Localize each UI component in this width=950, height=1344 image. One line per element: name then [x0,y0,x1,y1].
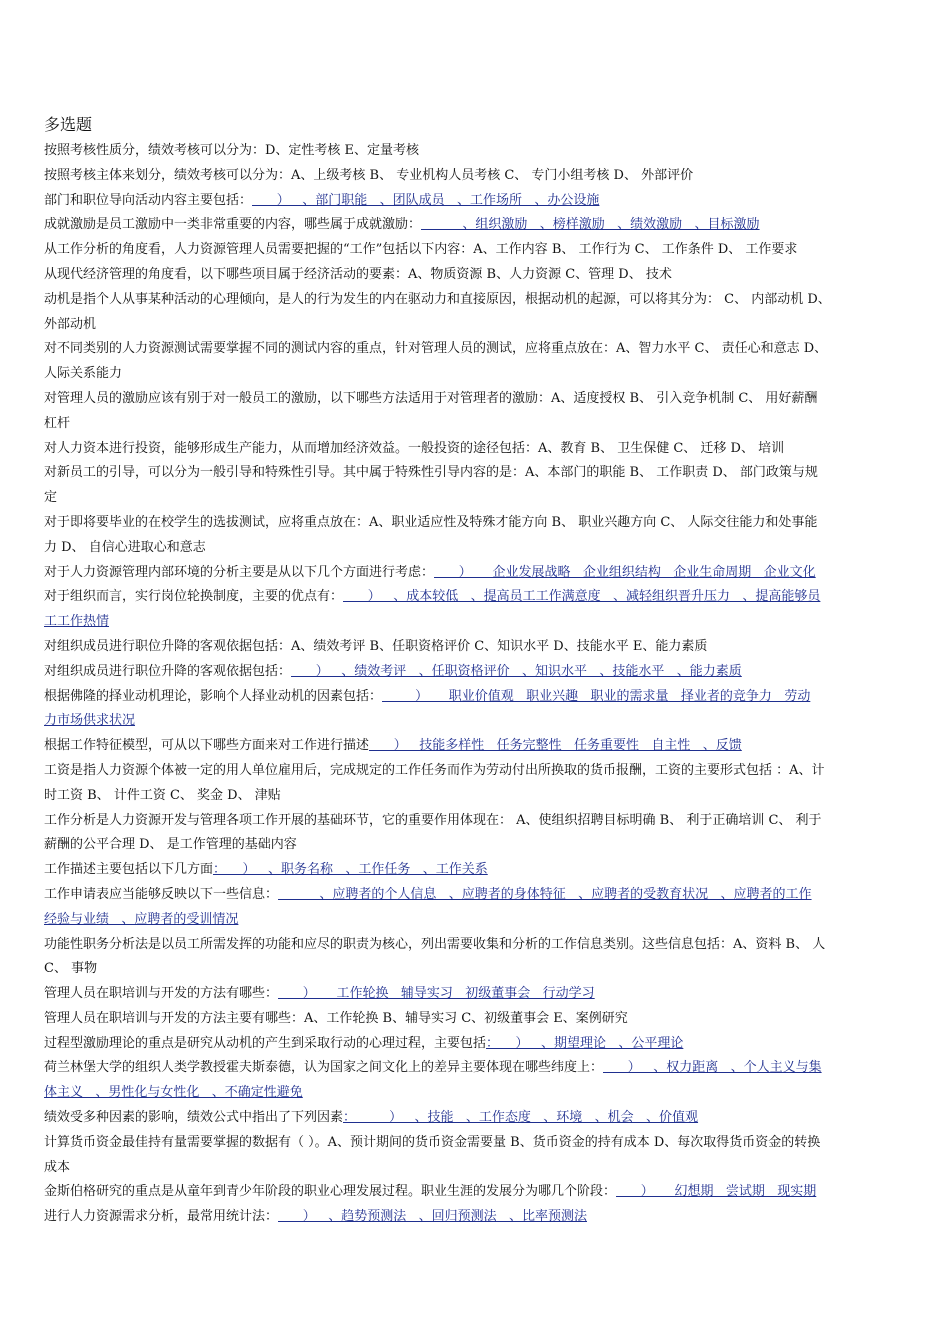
line-text: 时工资 B、 计件工资 C、 奖金 D、 津贴 [44,787,281,803]
document-line [44,213,908,238]
document-line [44,461,908,486]
document-line [44,734,908,759]
document-line [44,858,908,883]
question-list [44,139,908,1230]
line-text: 管理人员在职培训与开发的方法有哪些： [44,986,279,1002]
answer-underlined: ） 企业发展战略 企业组织结构 企业生命周期 企业文化 [434,564,816,580]
line-text: 外部动机 [44,316,97,332]
document-line [44,833,908,858]
document-line [44,139,908,164]
document-line [44,362,908,387]
line-text: 管理人员在职培训与开发的方法主要有哪些：A、工作轮换 B、辅导实习 C、初级董事会 E、案例研究 [44,1010,628,1026]
line-text: 定 [44,490,58,506]
answer-underlined: 、应聘者的个人信息 、应聘者的身体特征 、应聘者的受教育状况 、应聘者的工作 [278,886,812,902]
line-text: 计算货币资金最佳持有量需要掌握的数据有（ ）。A、预计期间的货币资金需要量 B、货币资金的持有成本 D、每次取得货币资金的转换 [44,1134,821,1150]
line-text: 杠杆 [44,415,71,431]
answer-underlined: 体主义 、男性化与女性化 、不确定性避免 [44,1085,303,1101]
answer-underlined: ） 、绩效考评 、任职资格评价 、知识水平 、技能水平 、能力素质 [291,663,742,679]
line-text: 对人力资本进行投资，能够形成生产能力，从而增加经济效益。一般投资的途径包括：A、教育 B、 卫生保健 C、 迁移 D、 培训 [44,440,785,456]
document-line [44,957,908,982]
answer-underlined: 、组织激励 、榜样激励 、绩效激励 、目标激励 [421,217,760,233]
line-text: 金斯伯格研究的重点是从童年到青少年阶段的职业心理发展过程。职业生涯的发展分为哪几个阶段： [44,1184,617,1200]
line-text: 对于人力资源管理内部环境的分析主要是从以下几个方面进行考虑： [44,564,435,580]
line-text: 过程型激励理论的重点是研究从动机的产生到采取行动的心理过程，主要包括 [44,1035,487,1051]
answer-underlined: ） 、成本较低 、提高员工工作满意度 、减轻组织晋升压力 、提高能够员 [343,589,821,605]
line-text: 绩效受多种因素的影响，绩效公式中指出了下列因素 [44,1110,344,1126]
document-line [44,660,908,685]
document-line [44,982,908,1007]
line-text: 对管理人员的激励应该有别于对一般员工的激励，以下哪些方法适用于对管理者的激励：A、适度授权 B、 引入竞争机制 C、 用好薪酬 [44,390,818,406]
answer-underlined: ： ） 、期望理论 、公平理论 [486,1035,684,1051]
document-line [44,536,908,561]
document-line [44,933,908,958]
answer-underlined: 工工作热情 [44,614,110,630]
document-line [44,759,908,784]
document-line [44,585,908,610]
line-text: 薪酬的公平合理 D、 是工作管理的基础内容 [44,837,297,853]
document-line [44,784,908,809]
line-text: 成就激励是员工激励中一类非常重要的内容，哪些属于成就激励： [44,217,422,233]
document-line [44,164,908,189]
answer-underlined: ： ） 、职务名称 、工作任务 、工作关系 [213,862,488,878]
line-text: 对于即将要毕业的在校学生的选拔测试，应将重点放在：A、职业适应性及特殊才能方向 B、 职业兴趣方向 C、 人际交往能力和处事能 [44,514,818,530]
document-line [44,561,908,586]
line-text: 对于组织而言，实行岗位轮换制度，主要的优点有： [44,589,344,605]
line-text: 对组织成员进行职位升降的客观依据包括：A、绩效考评 B、任职资格评价 C、知识水平 D、技能水平 E、能力素质 [44,638,708,654]
document-line [44,908,908,933]
document-line [44,337,908,362]
document-line [44,412,908,437]
answer-underlined: 经验与业绩 、应聘者的受训情况 [44,911,239,927]
line-text: 按照考核主体来划分，绩效考核可以分为：A、上级考核 B、 专业机构人员考核 C、 专门小组考核 D、 外部评价 [44,167,694,183]
line-text: 动机是指个人从事某种活动的心理倾向，是人的行为发生的内在驱动力和直接原因，根据动机的起源，可以将其分为： C、 内部动机 D、 [44,291,831,307]
document-line [44,511,908,536]
answer-underlined: 力市场供求状况 [44,713,136,729]
answer-underlined: ） 、权力距离 、个人主义与集 [603,1060,822,1076]
document-line [44,1056,908,1081]
document-line [44,1131,908,1156]
line-text: 功能性职务分析法是以员工所需发挥的功能和应尽的职责为核心，列出需要收集和分析的工作信息类别。这些信息包括：A、资料 B、 人 [44,936,826,952]
line-text: 对不同类别的人力资源测试需要掌握不同的测试内容的重点，针对管理人员的测试，应将重点放在：A、智力水平 C、 责任心和意志 D、 [44,341,828,357]
line-text: 对组织成员进行职位升降的客观依据包括： [44,663,292,679]
line-text: 力 D、 自信心进取心和意志 [44,539,206,555]
document-line [44,709,908,734]
document-line [44,263,908,288]
document-line [44,1007,908,1032]
document-line [44,313,908,338]
line-text: 工资是指人力资源个体被一定的用人单位雇用后，完成规定的工作任务而作为劳动付出所换取的货币报酬，工资的主要形式包括 ：A、计 [44,762,825,778]
line-text: 根据工作特征模型，可从以下哪些方面来对工作进行描述 [44,738,370,754]
document-line [44,288,908,313]
document-line [44,1106,908,1131]
line-text: C、 事物 [44,961,98,977]
line-text: 从工作分析的角度看，人力资源管理人员需要把握的“工作”包括以下内容：A、工作内容 B、 工作行为 C、 工作条件 D、 工作要求 [44,242,798,258]
line-text: 进行人力资源需求分析，最常用统计法： [44,1209,279,1225]
document-line [44,883,908,908]
line-text: 从现代经济管理的角度看，以下哪些项目属于经济活动的要素：A、物质资源 B、人力资源 C、管理 D、 技术 [44,266,672,282]
answer-underlined: ） 、部门职能 、团队成员 、工作场所 、办公设施 [252,192,600,208]
answer-underlined: ： ） 、技能 、工作态度 、环境 、机会 、价值观 [343,1110,699,1126]
line-text: 荷兰林堡大学的组织人类学教授霍夫斯泰德，认为国家之间文化上的差异主要体现在哪些纬度上： [44,1060,604,1076]
document-line [44,486,908,511]
document-line [44,1081,908,1106]
document-line [44,1032,908,1057]
document-line [44,189,908,214]
document-line [44,1156,908,1181]
document-line [44,809,908,834]
answer-underlined: ） 幻想期 尝试期 现实期 [616,1184,817,1200]
line-text: 工作申请表应当能够反映以下一些信息： [44,886,279,902]
document-line [44,635,908,660]
line-text: 成本 [44,1159,71,1175]
document-line [44,1180,908,1205]
document-line [44,437,908,462]
document-line [44,610,908,635]
document-line [44,1205,908,1230]
line-text: 部门和职位导向活动内容主要包括： [44,192,253,208]
section-title: 多选题 [44,115,93,134]
line-text: 根据佛隆的择业动机理论，影响个人择业动机的因素包括： [44,688,383,704]
line-text: 工作分析是人力资源开发与管理各项工作开展的基础环节，它的重要作用体现在： A、使组织招聘目标明确 B、 利于正确培训 C、 利于 [44,812,822,828]
answer-underlined: ） 职业价值观 职业兴趣 职业的需求量 择业者的竞争力 劳动 [382,688,811,704]
line-text: 人际关系能力 [44,366,123,382]
answer-underlined: ） 工作轮换 辅导实习 初级董事会 行动学习 [278,986,595,1002]
line-text: 对新员工的引导，可以分为一般引导和特殊性引导。其中属于特殊性引导内容的是：A、本部门的职能 B、 工作职责 D、 部门政策与规 [44,465,818,481]
line-text: 工作描述主要包括以下几方面 [44,862,214,878]
line-text: 按照考核性质分，绩效考核可以分为：D、定性考核 E、定量考核 [44,143,420,158]
document-line [44,387,908,412]
document-line [44,238,908,263]
answer-underlined: ） 技能多样性 任务完整性 任务重要性 自主性 、反馈 [369,738,742,754]
document-line [44,685,908,710]
answer-underlined: ） 、趋势预测法 、回归预测法 、比率预测法 [278,1209,588,1225]
